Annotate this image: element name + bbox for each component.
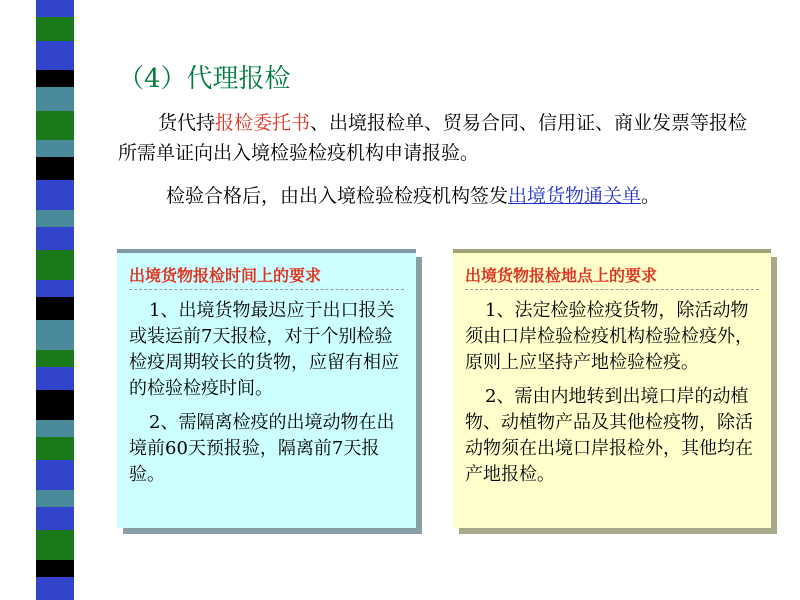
stripe-segment bbox=[36, 180, 74, 209]
paragraph2-text-after: 。 bbox=[641, 185, 661, 207]
stripe-segment bbox=[36, 420, 74, 437]
location-requirements-heading: 出境货物报检地点上的要求 bbox=[465, 263, 759, 290]
stripe-segment bbox=[36, 560, 74, 577]
stripe-segment bbox=[36, 210, 74, 227]
stripe-segment bbox=[36, 437, 74, 460]
stripe-segment bbox=[36, 507, 74, 530]
stripe-segment bbox=[36, 350, 74, 367]
right-box-shadow bbox=[771, 257, 777, 534]
location-requirements-box bbox=[453, 249, 771, 528]
stripe-segment bbox=[36, 320, 74, 349]
highlight-inspection-commission: 报检委托书 bbox=[215, 112, 311, 134]
right-box-shadow-bottom bbox=[459, 528, 777, 534]
time-requirements-box bbox=[117, 249, 416, 528]
decorative-stripe bbox=[36, 0, 74, 600]
stripe-segment bbox=[36, 367, 74, 390]
paragraph-agency-inspection bbox=[118, 108, 758, 168]
stripe-segment bbox=[36, 530, 74, 559]
slide-title: （4）代理报检 bbox=[118, 64, 291, 94]
paragraph1-text-before: 货代持 bbox=[158, 112, 216, 134]
stripe-segment bbox=[36, 250, 74, 279]
stripe-segment bbox=[36, 157, 74, 180]
stripe-segment bbox=[36, 111, 74, 140]
stripe-segment bbox=[36, 390, 74, 419]
paragraph2-text-before: 检验合格后，由出入境检验检疫机构签发 bbox=[166, 185, 509, 207]
left-box-shadow bbox=[416, 257, 422, 534]
stripe-segment bbox=[36, 70, 74, 87]
stripe-segment bbox=[36, 490, 74, 507]
stripe-segment bbox=[36, 227, 74, 250]
paragraph1-text-after: 、出境报检单、贸易合同、信用证、商业发票等报检所需单证向出入境检验检疫机构申请报验。 bbox=[118, 112, 748, 164]
stripe-segment bbox=[36, 460, 74, 489]
time-requirement-item-2: 2、需隔离检疫的出境动物在出境前60天预报验，隔离前7天报验。 bbox=[129, 412, 395, 485]
paragraph-clearance bbox=[118, 181, 758, 211]
stripe-segment bbox=[36, 41, 74, 70]
time-requirements-heading: 出境货物报检时间上的要求 bbox=[129, 263, 404, 290]
location-requirement-item-2: 2、需由内地转到出境口岸的动植物、动植物产品及其他检疫物，除活动物须在出境口岸报检外，其他均在产地报检。 bbox=[465, 386, 753, 485]
time-requirement-item-1: 1、出境货物最迟应于出口报关或装运前7天报检，对于个别检验检疫周期较长的货物，应留有相应的检验检疫时间。 bbox=[129, 300, 399, 399]
stripe-segment bbox=[36, 297, 74, 320]
stripe-segment bbox=[36, 140, 74, 157]
stripe-segment bbox=[36, 577, 74, 600]
left-box-shadow-bottom bbox=[123, 528, 422, 534]
stripe-segment bbox=[36, 0, 74, 17]
stripe-segment bbox=[36, 17, 74, 40]
stripe-segment bbox=[36, 280, 74, 297]
location-requirement-item-1: 1、法定检验检疫货物，除活动物须由口岸检验检疫机构检验检疫外，原则上应坚持产地检验检疫。 bbox=[465, 300, 753, 373]
link-export-clearance-form[interactable]: 出境货物通关单 bbox=[508, 185, 642, 207]
stripe-segment bbox=[36, 87, 74, 110]
